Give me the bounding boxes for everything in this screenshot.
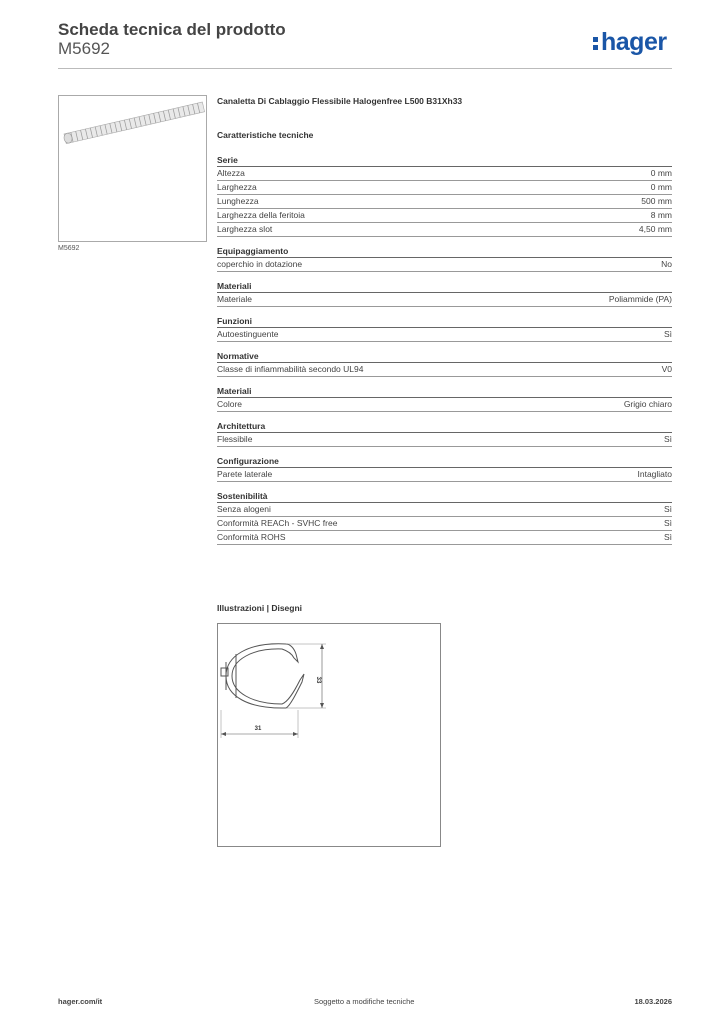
- spec-row: [217, 181, 672, 195]
- spec-row: [217, 209, 672, 223]
- spec-value: Sì: [663, 518, 672, 528]
- spec-value: V0: [661, 364, 672, 374]
- product-code: M5692: [58, 39, 110, 58]
- spec-row: [217, 398, 672, 412]
- spec-group-title: Architettura: [217, 421, 672, 433]
- spec-row: [217, 293, 672, 307]
- logo-dots-icon: [593, 34, 598, 53]
- spec-group-title: Equipaggiamento: [217, 246, 672, 258]
- spec-row: [217, 517, 672, 531]
- spec-row: [217, 503, 672, 517]
- footer-date: 18.03.2026: [634, 997, 672, 1006]
- spec-value: 0 mm: [650, 168, 672, 178]
- spec-group: [217, 421, 672, 447]
- technical-drawing: [217, 623, 441, 847]
- spec-value: 4,50 mm: [638, 224, 672, 234]
- width-dimension-label: 31: [254, 726, 262, 732]
- footer-website[interactable]: hager.com/it: [58, 997, 103, 1006]
- spec-value: Sì: [663, 504, 672, 514]
- spec-value: Sì: [663, 532, 672, 542]
- spec-value: 0 mm: [650, 182, 672, 192]
- spec-label: Larghezza: [217, 182, 257, 192]
- spec-group-title: Normative: [217, 351, 672, 363]
- spec-group: [217, 246, 672, 272]
- spec-sheet: [217, 96, 672, 554]
- spec-group: [217, 281, 672, 307]
- duct-profile-drawing: [218, 624, 440, 846]
- spec-label: Larghezza slot: [217, 224, 273, 234]
- cable-duct-photo-icon: [59, 96, 206, 241]
- illustrations-title: Illustrazioni | Disegni: [217, 603, 303, 613]
- header-divider: [58, 68, 672, 69]
- spec-label: Conformità ROHS: [217, 532, 286, 542]
- spec-group: [217, 491, 672, 545]
- spec-group-title: Configurazione: [217, 456, 672, 468]
- spec-row: [217, 363, 672, 377]
- spec-value: Intagliato: [637, 469, 672, 479]
- spec-label: Larghezza della feritoia: [217, 210, 305, 220]
- spec-value: 8 mm: [650, 210, 672, 220]
- spec-row: [217, 167, 672, 181]
- spec-label: Senza alogeni: [217, 504, 271, 514]
- spec-label: Colore: [217, 399, 243, 409]
- spec-label: Flessibile: [217, 434, 253, 444]
- spec-group: [217, 386, 672, 412]
- spec-group: [217, 351, 672, 377]
- spec-value: Poliammide (PA): [608, 294, 672, 304]
- spec-group-title: Materiali: [217, 386, 672, 398]
- spec-label: Altezza: [217, 168, 245, 178]
- spec-label: coperchio in dotazione: [217, 259, 303, 269]
- hager-logo: [593, 28, 667, 57]
- spec-row: [217, 468, 672, 482]
- spec-row: [217, 328, 672, 342]
- spec-groups: [217, 155, 672, 545]
- spec-row: [217, 195, 672, 209]
- spec-group: [217, 456, 672, 482]
- spec-value: No: [661, 259, 672, 269]
- spec-row: [217, 531, 672, 545]
- spec-label: Materiale: [217, 294, 252, 304]
- spec-value: Sì: [663, 434, 672, 444]
- page-title: Scheda tecnica del prodotto: [58, 20, 286, 39]
- spec-group: [217, 316, 672, 342]
- footer-notice: Soggetto a modifiche tecniche: [314, 997, 415, 1006]
- spec-label: Classe di infiammabilità secondo UL94: [217, 364, 364, 374]
- spec-row: [217, 258, 672, 272]
- spec-group-title: Sostenibilità: [217, 491, 672, 503]
- image-caption: M5692: [58, 245, 80, 252]
- spec-group-title: Materiali: [217, 281, 672, 293]
- spec-value: Grigio chiaro: [623, 399, 672, 409]
- spec-value: Sì: [663, 329, 672, 339]
- spec-label: Conformità REACh - SVHC free: [217, 518, 338, 528]
- spec-label: Lunghezza: [217, 196, 259, 206]
- spec-group-title: Funzioni: [217, 316, 672, 328]
- spec-label: Autoestinguente: [217, 329, 279, 339]
- logo-text: hager: [601, 28, 667, 56]
- spec-group: [217, 155, 672, 237]
- section-title: Caratteristiche tecniche: [217, 130, 314, 140]
- spec-value: 500 mm: [641, 196, 672, 206]
- spec-label: Parete laterale: [217, 469, 273, 479]
- spec-group-title: Serie: [217, 155, 672, 167]
- product-name: Canaletta Di Cablaggio Flessibile Halogenfree L500 B31Xh33: [217, 96, 463, 106]
- spec-row: [217, 433, 672, 447]
- spec-row: [217, 223, 672, 237]
- height-dimension-label: 33: [315, 676, 321, 684]
- product-image: [58, 95, 207, 242]
